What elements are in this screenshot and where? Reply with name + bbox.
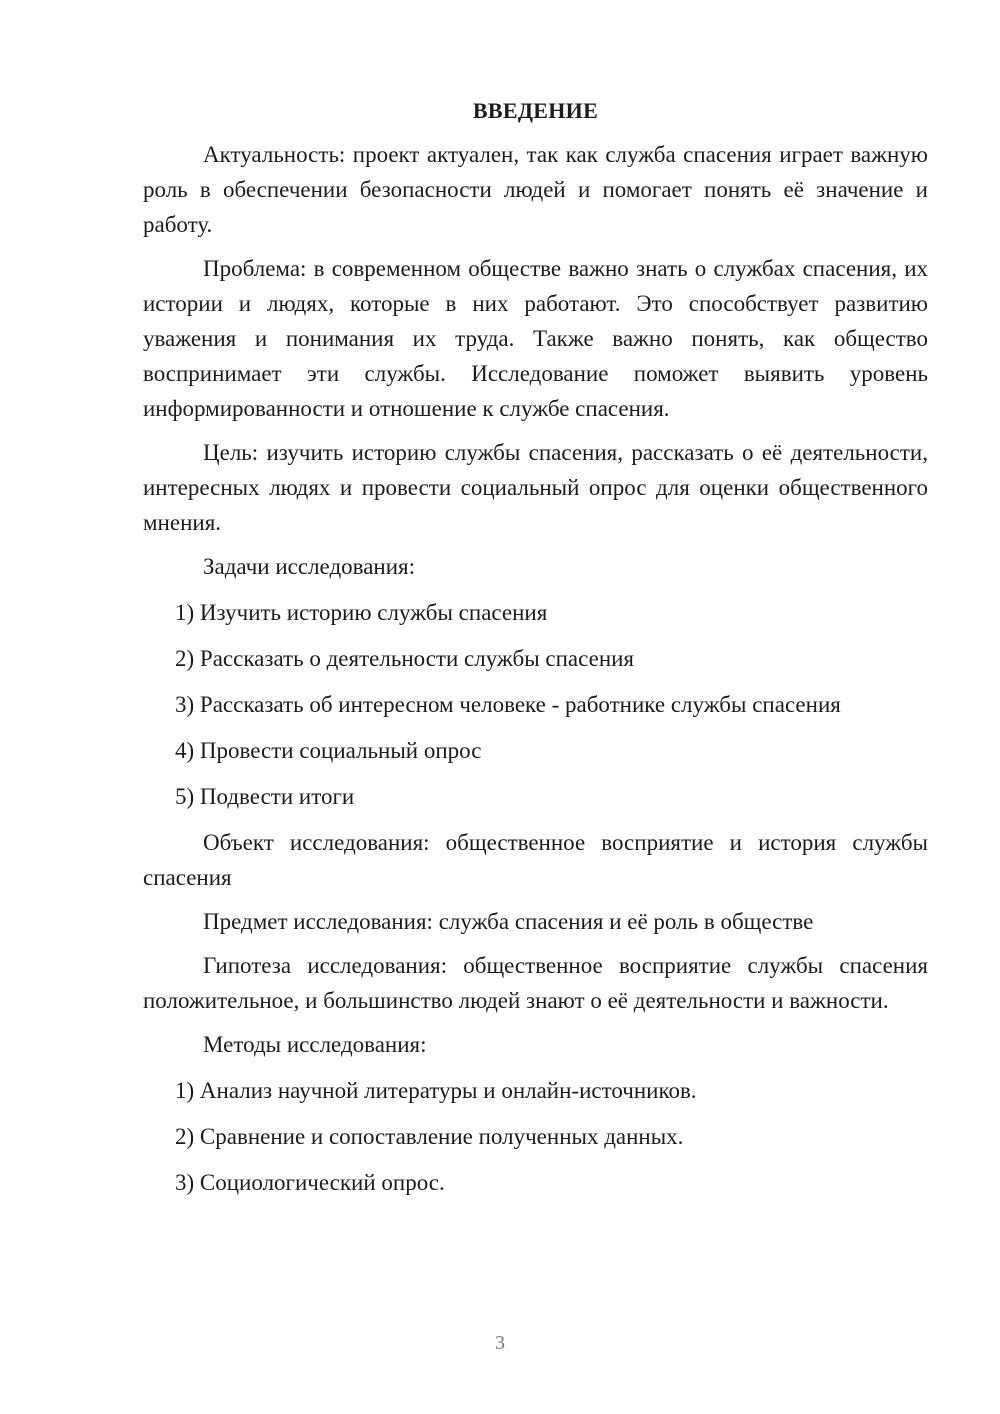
page-number: 3 — [495, 1332, 505, 1354]
list-item: 1) Анализ научной литературы и онлайн-источников. — [175, 1078, 697, 1103]
goal-paragraph: Цель: изучить историю службы спасения, рассказать о её деятельности, интересных людях и провести социальный опрос для оценки общественного мнения. — [143, 440, 928, 535]
list-item: 2) Сравнение и сопоставление полученных данных. — [175, 1124, 684, 1149]
object-paragraph: Объект исследования: общественное восприятие и история службы спасения — [143, 830, 928, 890]
hypothesis-paragraph: Гипотеза исследования: общественное восприятие службы спасения положительное, и большинство людей знают о её деятельности и важности. — [143, 953, 928, 1013]
methods-heading: Методы исследования: — [203, 1032, 427, 1057]
problem-paragraph: Проблема: в современном обществе важно знать о службах спасения, их истории и людях, которые в них работают. Это способствует развитию уважения и понимания их труда. Также важно понять, как общество воспринимает эти службы. Исследование поможет выявить уровень информированности и отношение к службе спасения. — [143, 256, 928, 421]
subject-paragraph: Предмет исследования: служба спасения и её роль в обществе — [203, 909, 814, 934]
list-item: 2) Рассказать о деятельности службы спасения — [175, 646, 635, 671]
tasks-heading: Задачи исследования: — [203, 554, 416, 579]
list-item: 3) Социологический опрос. — [175, 1170, 445, 1195]
list-item: 5) Подвести итоги — [175, 784, 355, 809]
list-item: 3) Рассказать об интересном человеке - работнике службы спасения — [175, 692, 841, 717]
relevance-paragraph: Актуальность: проект актуален, так как служба спасения играет важную роль в обеспечении безопасности людей и помогает понять её значение и работу. — [143, 142, 928, 237]
list-item: 4) Провести социальный опрос — [175, 738, 482, 763]
list-item: 1) Изучить историю службы спасения — [175, 600, 548, 625]
page-title: ВВЕДЕНИЕ — [472, 98, 599, 123]
